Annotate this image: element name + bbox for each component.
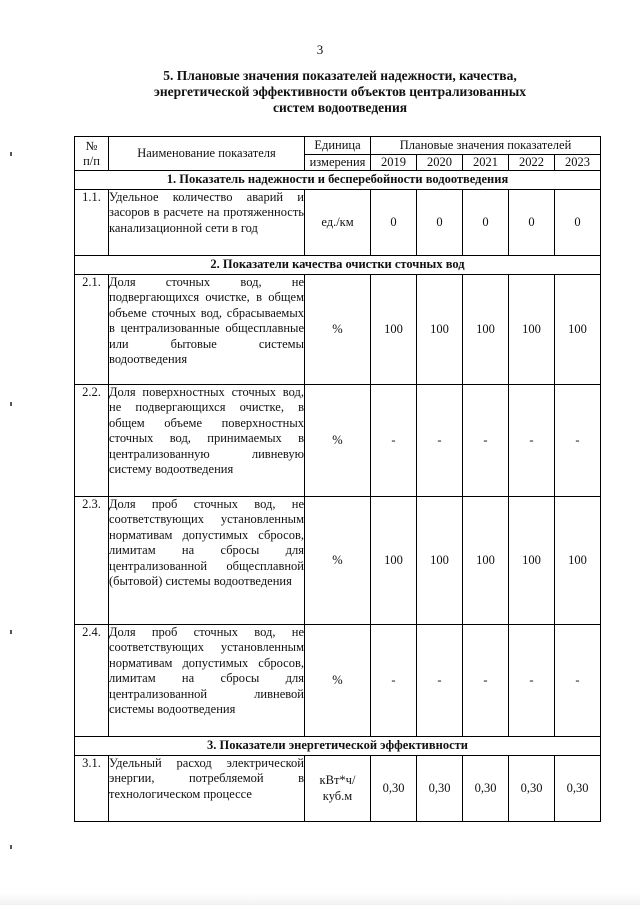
section-title: 3. Показатели энергетической эффективности	[75, 737, 601, 756]
table-row	[75, 385, 601, 497]
row-number: 2.3.	[75, 497, 109, 625]
indicator-name: Доля проб сточных вод, не соответствующих установленным нормативам допустимых сбросов, лимитам на сбросы для централизованной общесплавной (бытовой) системы водоотведения	[109, 497, 305, 625]
table-row	[75, 190, 601, 256]
value-cell: -	[463, 625, 509, 737]
value-cell: 100	[463, 497, 509, 625]
unit-cell: %	[305, 625, 371, 737]
row-number: 3.1.	[75, 756, 109, 822]
value-cell: -	[509, 625, 555, 737]
value-cell: 0,30	[371, 756, 417, 822]
value-cell: 100	[509, 497, 555, 625]
value-cell: 100	[417, 497, 463, 625]
value-cell: 100	[555, 275, 601, 385]
header-num	[75, 137, 109, 171]
value-cell: 100	[371, 497, 417, 625]
unit-line1: кВт*ч/	[319, 773, 356, 788]
page-number: 3	[316, 42, 324, 57]
indicator-name: Доля проб сточных вод, не соответствующих установленным нормативам допустимых сбросов, лимитам на сбросы для централизованной ливневой системы водоотведения	[109, 625, 305, 737]
header-num-line2: п/п	[83, 153, 100, 168]
unit-cell: ед./км	[305, 190, 371, 256]
value-cell: 0,30	[463, 756, 509, 822]
table-row	[75, 275, 601, 385]
value-cell: 0	[417, 190, 463, 256]
row-number: 2.1.	[75, 275, 109, 385]
page-bottom-edge	[0, 893, 640, 905]
table-row	[75, 625, 601, 737]
value-cell: -	[371, 625, 417, 737]
value-cell: 100	[509, 275, 555, 385]
scan-mark	[10, 845, 12, 849]
unit-cell: %	[305, 275, 371, 385]
unit-cell: %	[305, 497, 371, 625]
value-cell: 0,30	[555, 756, 601, 822]
title-line-3: систем водоотведения	[272, 100, 408, 115]
unit-cell	[305, 756, 371, 822]
value-cell: -	[371, 385, 417, 497]
value-cell: 0	[463, 190, 509, 256]
table-row	[75, 497, 601, 625]
value-cell: 100	[555, 497, 601, 625]
header-name: Наименование показателя	[109, 137, 305, 171]
header-unit-line1: Единица	[305, 137, 371, 155]
scan-mark	[10, 152, 12, 156]
value-cell: 0	[371, 190, 417, 256]
title-line-2: энергетической эффективности объектов централизованных	[153, 84, 526, 99]
value-cell: 100	[417, 275, 463, 385]
value-cell: -	[509, 385, 555, 497]
header-year: 2020	[417, 155, 463, 171]
value-cell: 100	[371, 275, 417, 385]
row-number: 2.2.	[75, 385, 109, 497]
row-number: 2.4.	[75, 625, 109, 737]
section-title: 1. Показатель надежности и бесперебойности водоотведения	[75, 171, 601, 190]
value-cell: -	[555, 385, 601, 497]
header-year: 2019	[371, 155, 417, 171]
header-planned-values: Плановые значения показателей	[371, 137, 601, 155]
value-cell: 0,30	[509, 756, 555, 822]
header-year: 2022	[509, 155, 555, 171]
value-cell: 100	[463, 275, 509, 385]
header-year: 2023	[555, 155, 601, 171]
header-unit-line2: измерения	[305, 155, 371, 171]
document-title	[110, 68, 570, 116]
indicator-name: Доля поверхностных сточных вод, не подвергающихся очистке, в общем объеме поверхностных сточных вод, принимаемых в централизованную ливневую систему водоотведения	[109, 385, 305, 497]
title-line-1: 5. Плановые значения показателей надежности, качества,	[163, 68, 517, 83]
header-num-line1: №	[85, 138, 98, 153]
value-cell: 0	[509, 190, 555, 256]
scan-mark	[10, 402, 12, 406]
indicator-name: Доля сточных вод, не подвергающихся очистке, в общем объеме сточных вод, сбрасываемых в централизованные общесплавные или бытовые системы водоотведения	[109, 275, 305, 385]
value-cell: -	[417, 385, 463, 497]
indicators-table	[74, 136, 601, 822]
value-cell: -	[417, 625, 463, 737]
unit-cell: %	[305, 385, 371, 497]
row-number: 1.1.	[75, 190, 109, 256]
table-row	[75, 756, 601, 822]
indicator-name: Удельный расход электрической энергии, потребляемой в технологическом процессе	[109, 756, 305, 822]
value-cell: -	[463, 385, 509, 497]
value-cell: -	[555, 625, 601, 737]
indicator-name: Удельное количество аварий и засоров в расчете на протяженность канализационной сети в год	[109, 190, 305, 256]
unit-line2: куб.м	[322, 788, 353, 803]
value-cell: 0	[555, 190, 601, 256]
scan-mark	[10, 630, 12, 634]
section-title: 2. Показатели качества очистки сточных вод	[75, 256, 601, 275]
value-cell: 0,30	[417, 756, 463, 822]
header-year: 2021	[463, 155, 509, 171]
